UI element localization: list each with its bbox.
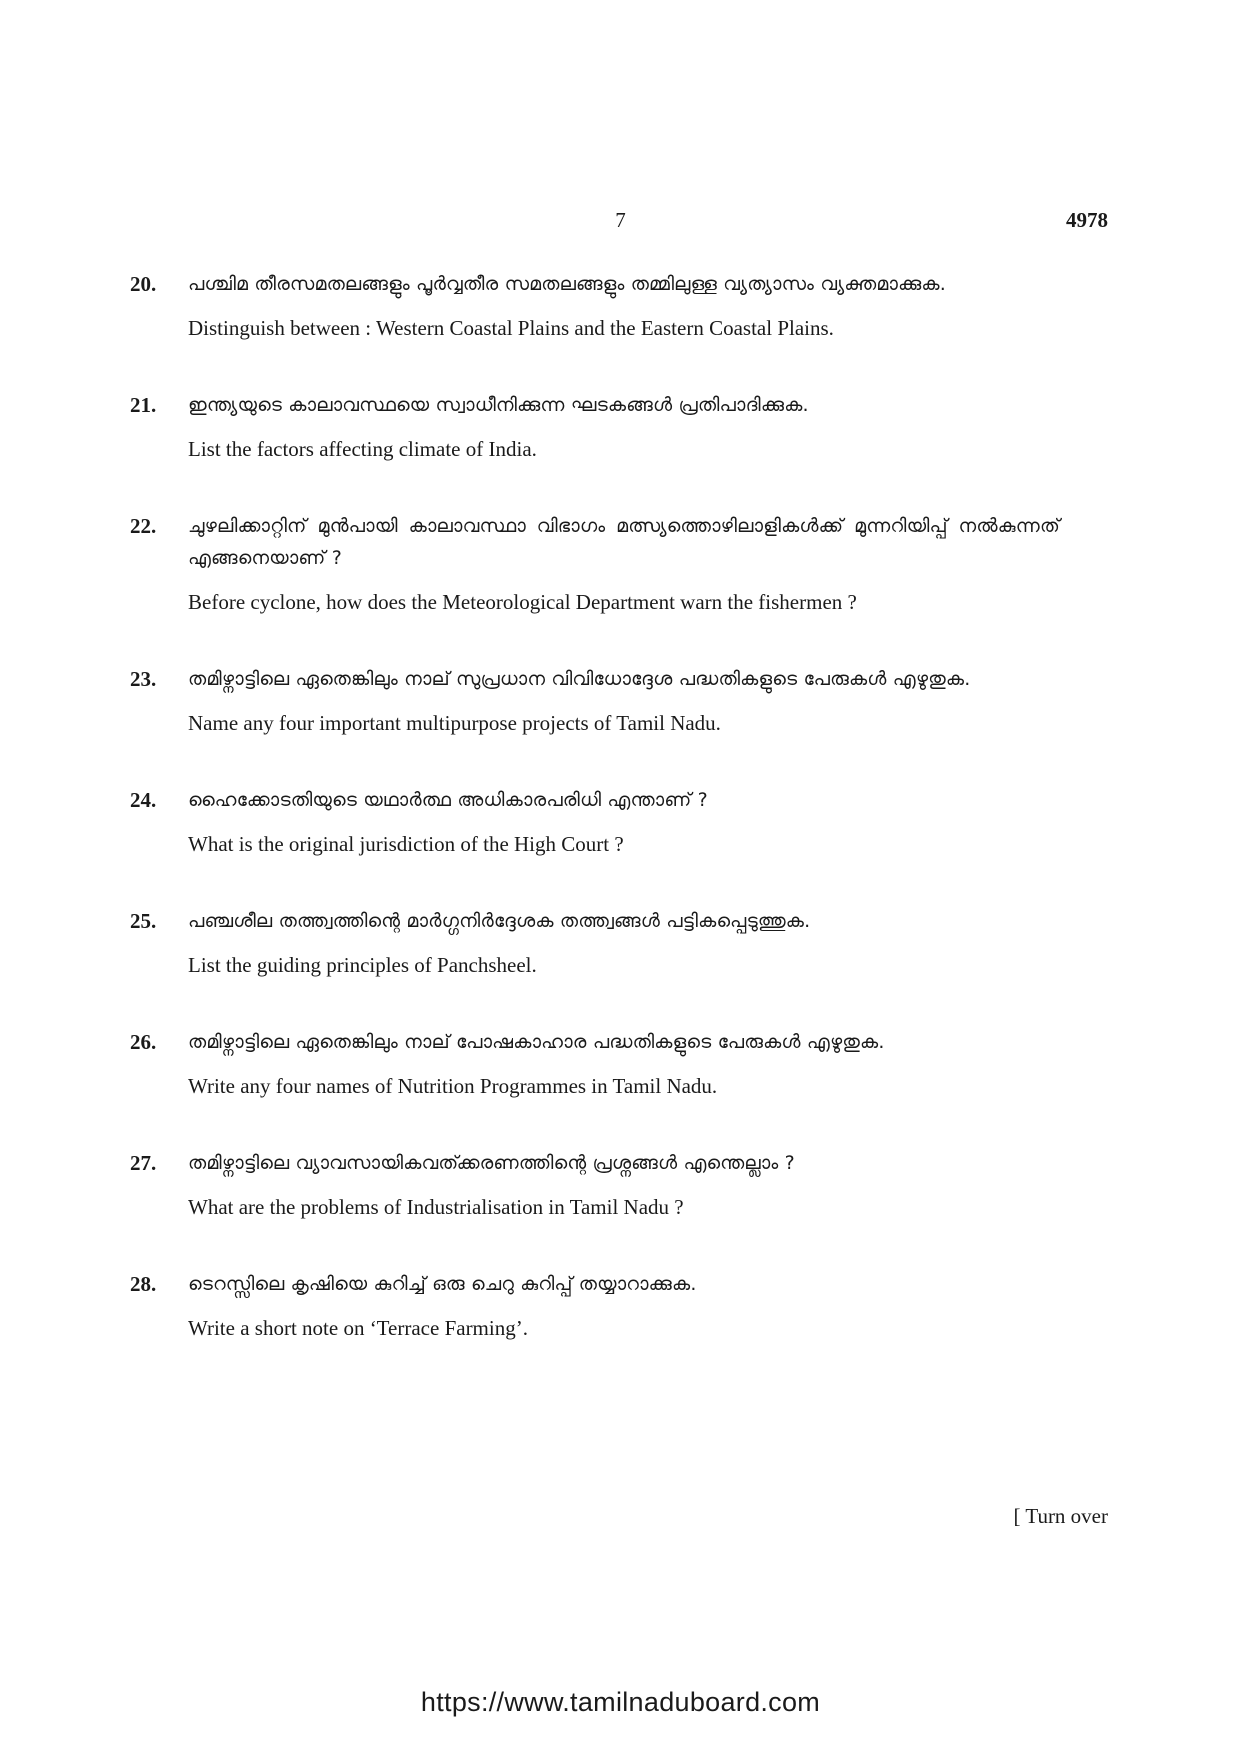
question-28	[130, 1268, 1060, 1343]
question-number: 28.	[130, 1272, 157, 1296]
question-malayalam: ഇന്ത്യയുടെ കാലാവസ്ഥയെ സ്വാധീനിക്കുന്ന ഘടകങ്ങൾ പ്രതിപാദിക്കുക.	[188, 394, 809, 416]
question-malayalam: തമിഴ്നാട്ടിലെ ഏതെങ്കിലും നാല് സുപ്രധാന വിവിധോദ്ദേശ പദ്ധതികളുടെ പേരുകൾ എഴുതുക.	[188, 668, 971, 690]
question-english: Write a short note on ‘Terrace Farming’.	[188, 1316, 528, 1340]
turn-over-note: [ Turn over	[1013, 1504, 1108, 1528]
question-21	[130, 389, 1060, 464]
question-english: What is the original jurisdiction of the High Court ?	[188, 832, 624, 856]
question-23	[130, 663, 1060, 738]
paper-code: 4978	[1066, 208, 1108, 232]
question-english: List the factors affecting climate of India.	[188, 437, 537, 461]
question-number: 21.	[130, 393, 157, 417]
question-number: 22.	[130, 514, 157, 538]
question-malayalam: പഞ്ചശീല തത്ത്വത്തിന്റെ മാർഗ്ഗനിർദ്ദേശക തത്ത്വങ്ങൾ പട്ടികപ്പെടുത്തുക.	[188, 910, 811, 932]
question-20	[130, 268, 1060, 343]
question-english: Distinguish between : Western Coastal Plains and the Eastern Coastal Plains.	[188, 316, 834, 340]
question-malayalam: പശ്ചിമ തീരസമതലങ്ങളും പൂർവ്വതീര സമതലങ്ങളും തമ്മിലുള്ള വ്യത്യാസം വ്യക്തമാക്കുക.	[188, 273, 946, 295]
question-malayalam: ചുഴലിക്കാറ്റിന് മുൻപായി കാലാവസ്ഥാ വിഭാഗം മത്സ്യത്തൊഴിലാളികൾക്ക് മുന്നറിയിപ്പ് നൽകുന്നത് എങ്ങനെയാണ് ?	[188, 515, 1060, 569]
question-22	[130, 510, 1060, 617]
question-list	[130, 268, 1060, 1343]
question-english: Write any four names of Nutrition Programmes in Tamil Nadu.	[188, 1074, 718, 1098]
website-url: https://www.tamilnaduboard.com	[420, 1687, 821, 1717]
question-number: 25.	[130, 909, 157, 933]
question-malayalam: ഹൈക്കോടതിയുടെ യഥാർത്ഥ അധികാരപരിധി എന്താണ് ?	[188, 789, 708, 811]
question-27	[130, 1147, 1060, 1222]
question-number: 24.	[130, 788, 157, 812]
question-number: 23.	[130, 667, 157, 691]
question-english: What are the problems of Industrialisation in Tamil Nadu ?	[188, 1195, 684, 1219]
page-number: 7	[615, 208, 626, 232]
question-english: Name any four important multipurpose projects of Tamil Nadu.	[188, 711, 721, 735]
question-english: List the guiding principles of Panchsheel.	[188, 953, 537, 977]
question-24	[130, 784, 1060, 859]
question-malayalam: ടെറസ്സിലെ കൃഷിയെ കുറിച്ച് ഒരു ചെറു കുറിപ്പ് തയ്യാറാക്കുക.	[188, 1273, 697, 1295]
question-malayalam: തമിഴ്നാട്ടിലെ വ്യാവസായികവത്ക്കരണത്തിന്റെ പ്രശ്നങ്ങൾ എന്തെല്ലാം ?	[188, 1152, 795, 1174]
question-number: 26.	[130, 1030, 157, 1054]
question-number: 20.	[130, 272, 157, 296]
question-25	[130, 905, 1060, 980]
question-malayalam: തമിഴ്നാട്ടിലെ ഏതെങ്കിലും നാല് പോഷകാഹാര പദ്ധതികളുടെ പേരുകൾ എഴുതുക.	[188, 1031, 885, 1053]
question-number: 27.	[130, 1151, 157, 1175]
question-english: Before cyclone, how does the Meteorological Department warn the fishermen ?	[188, 590, 857, 614]
question-26	[130, 1026, 1060, 1101]
